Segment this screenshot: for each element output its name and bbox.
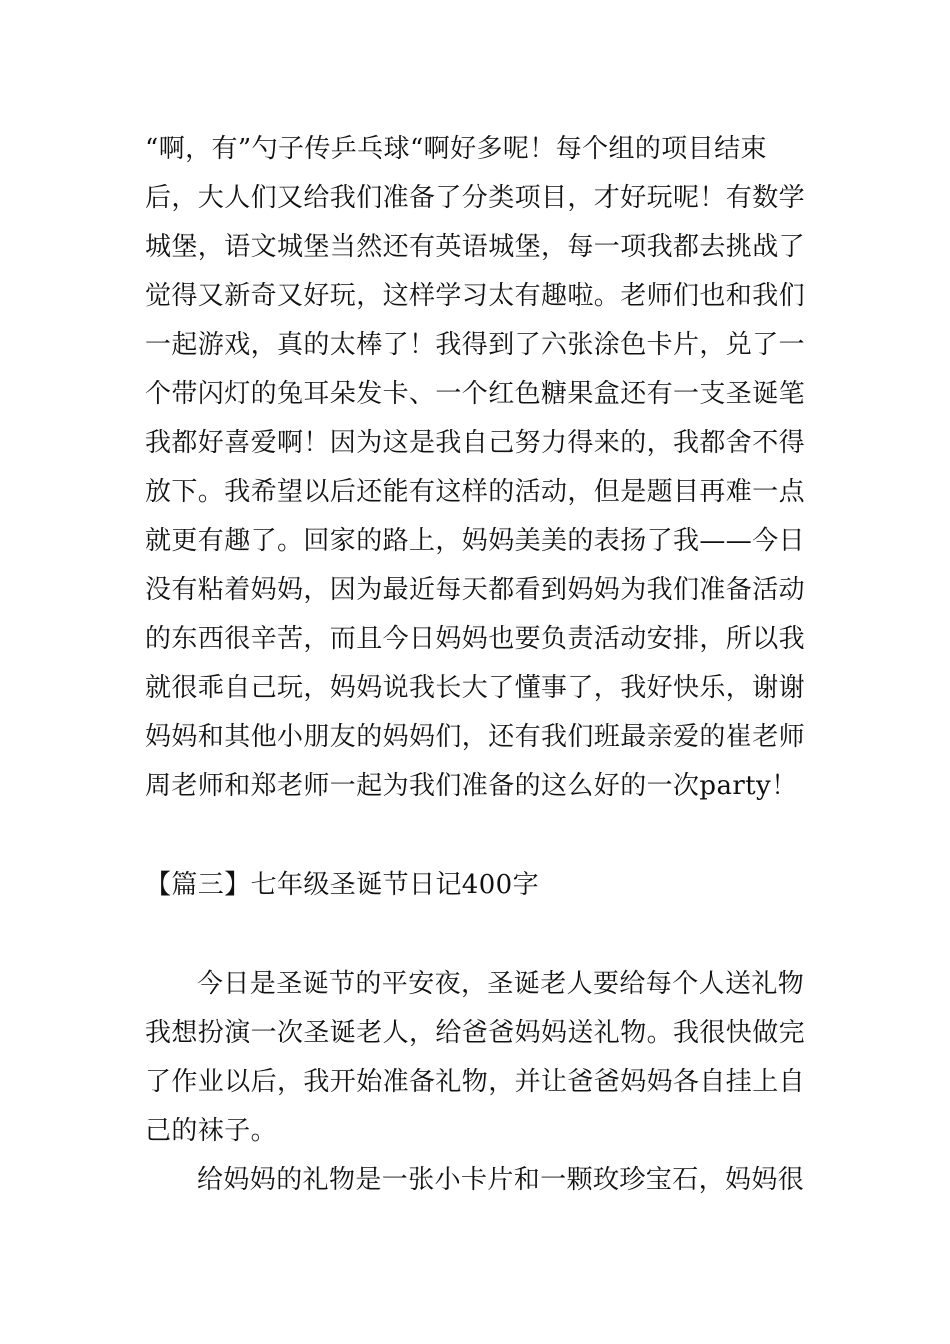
paragraph-1-line: “啊，有”勺子传乒乓球“啊好多呢！每个组的项目结束 xyxy=(145,134,767,164)
paragraph-2-line: 我想扮演一次圣诞老人，给爸爸妈妈送礼物。我很快做完 xyxy=(145,1018,806,1048)
paragraph-1-line: 个带闪灯的兔耳朵发卡、一个红色糖果盒还有一支圣诞笔 xyxy=(145,379,806,409)
paragraph-1-line: 后，大人们又给我们准备了分类项目，才好玩呢！有数学 xyxy=(145,183,806,213)
paragraph-1-line: 的东西很辛苦，而且今日妈妈也要负责活动安排，所以我 xyxy=(145,624,806,654)
paragraph-1-line: 放下。我希望以后还能有这样的活动，但是题目再难一点 xyxy=(145,477,806,507)
section-heading: 【篇三】七年级圣诞节日记400字 xyxy=(145,870,540,900)
paragraph-2-line: 了作业以后，我开始准备礼物，并让爸爸妈妈各自挂上自 xyxy=(145,1067,806,1097)
paragraph-1-line: 没有粘着妈妈，因为最近每天都看到妈妈为我们准备活动 xyxy=(145,575,806,605)
paragraph-1-line: 就更有趣了。回家的路上，妈妈美美的表扬了我——今日 xyxy=(145,526,806,556)
paragraph-3-line: 给妈妈的礼物是一张小卡片和一颗玫珍宝石，妈妈很 xyxy=(197,1165,805,1195)
paragraph-1-line: 一起游戏，真的太棒了！我得到了六张涂色卡片，兑了一 xyxy=(145,330,806,360)
paragraph-1-line: 我都好喜爱啊！因为这是我自己努力得来的，我都舍不得 xyxy=(145,428,806,458)
paragraph-2-line: 己的袜子。 xyxy=(145,1116,278,1146)
paragraph-1-line: 觉得又新奇又好玩，这样学习太有趣啦。老师们也和我们 xyxy=(145,281,806,311)
paragraph-1-line: 城堡，语文城堡当然还有英语城堡，每一项我都去挑战了 xyxy=(145,232,806,262)
paragraph-1-line: 妈妈和其他小朋友的妈妈们，还有我们班最亲爱的崔老师 xyxy=(145,722,806,752)
paragraph-1-line: 周老师和郑老师一起为我们准备的这么好的一次party！ xyxy=(145,771,798,801)
paragraph-1-line: 就很乖自己玩，妈妈说我长大了懂事了，我好快乐，谢谢 xyxy=(145,673,806,703)
paragraph-2-line: 今日是圣诞节的平安夜，圣诞老人要给每个人送礼物 xyxy=(197,969,805,999)
